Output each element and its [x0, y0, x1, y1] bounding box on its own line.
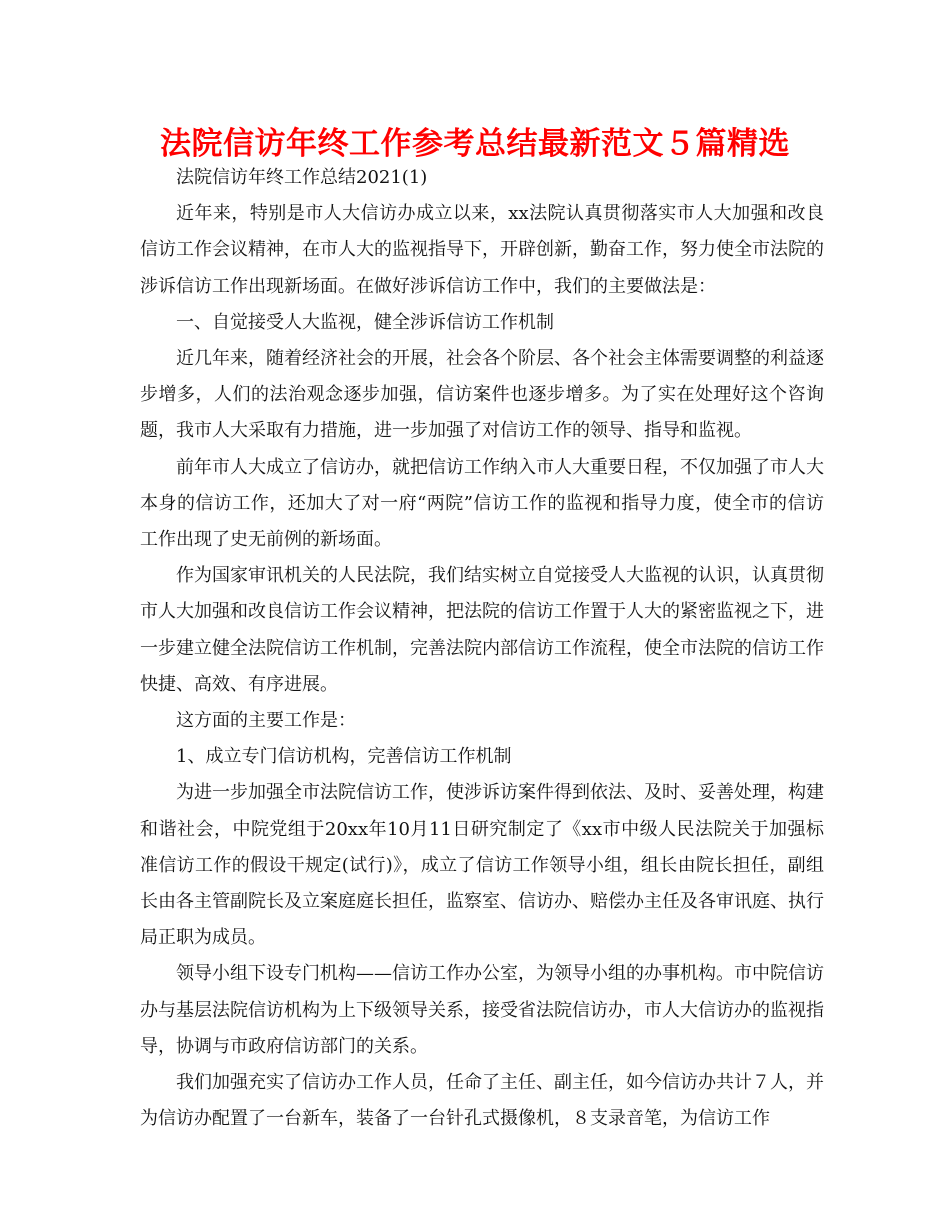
document-title: 法院信访年终工作参考总结最新范文５篇精选 [160, 126, 790, 162]
paragraph: 近几年来，随着经济社会的开展，社会各个阶层、各个社会主体需要调整的利益逐步增多，人们的法治观念逐步加强，信访案件也逐步增多。为了实在处理好这个咨询题，我市人大采取有力措施，进一步加强了对信访工作的领导、指导和监视。 [140, 348, 824, 442]
paragraph: 前年市人大成立了信访办，就把信访工作纳入市人大重要日程，不仅加强了市人大本身的信访工作，还加大了对一府“两院”信访工作的监视和指导力度，使全市的信访工作出现了史无前例的新场面。 [140, 456, 824, 551]
paragraph: 领导小组下设专门机构——信访工作办公室，为领导小组的办事机构。市中院信访办与基层法院信访机构为上下级领导关系，接受省法院信访办，市人大信访办的监视指导，协调与市政府信访部门的关系。 [140, 963, 824, 1057]
section-heading: 一、自觉接受人大监视，健全涉诉信访工作机制 [176, 311, 554, 333]
document-body [140, 160, 824, 1137]
paragraph: 我们加强充实了信访办工作人员，任命了主任、副主任，如今信访办共计７人，并为信访办配置了一台新车，装备了一台针孔式摄像机，８支录音笔，为信访工作 [140, 1072, 824, 1130]
section-heading: 1、成立专门信访机构，完善信访工作机制 [176, 746, 512, 768]
paragraph: 这方面的主要工作是： [176, 710, 356, 732]
paragraph: 作为国家审讯机关的人民法院，我们结实树立自觉接受人大监视的认识，认真贯彻市人大加强和改良信访工作会议精神，把法院的信访工作置于人大的紧密监视之下，进一步建立健全法院信访工作机制，完善法院内部信访工作流程，使全市法院的信访工作快捷、高效、有序进展。 [140, 565, 824, 695]
paragraph: 为进一步加强全市法院信访工作，使涉诉访案件得到依法、及时、妥善处理，构建和谐社会，中院党组于20xx年10月11日研究制定了《xx市中级人民法院关于加强标准信访工作的假设干规定(试行)》，成立了信访工作领导小组，组长由院长担任，副组长由各主管副院长及立案庭庭长担任，监察室、信访办、赔偿办主任及各审讯庭、执行局正职为成员。 [140, 782, 824, 949]
paragraph: 近年来，特别是市人大信访办成立以来，xx法院认真贯彻落实市人大加强和改良信访工作会议精神，在市人大的监视指导下，开辟创新，勤奋工作，努力使全市法院的涉诉信访工作出现新场面。在做好涉诉信访工作中，我们的主要做法是： [140, 203, 824, 297]
section-heading: 法院信访年终工作总结2021(1) [176, 167, 428, 188]
